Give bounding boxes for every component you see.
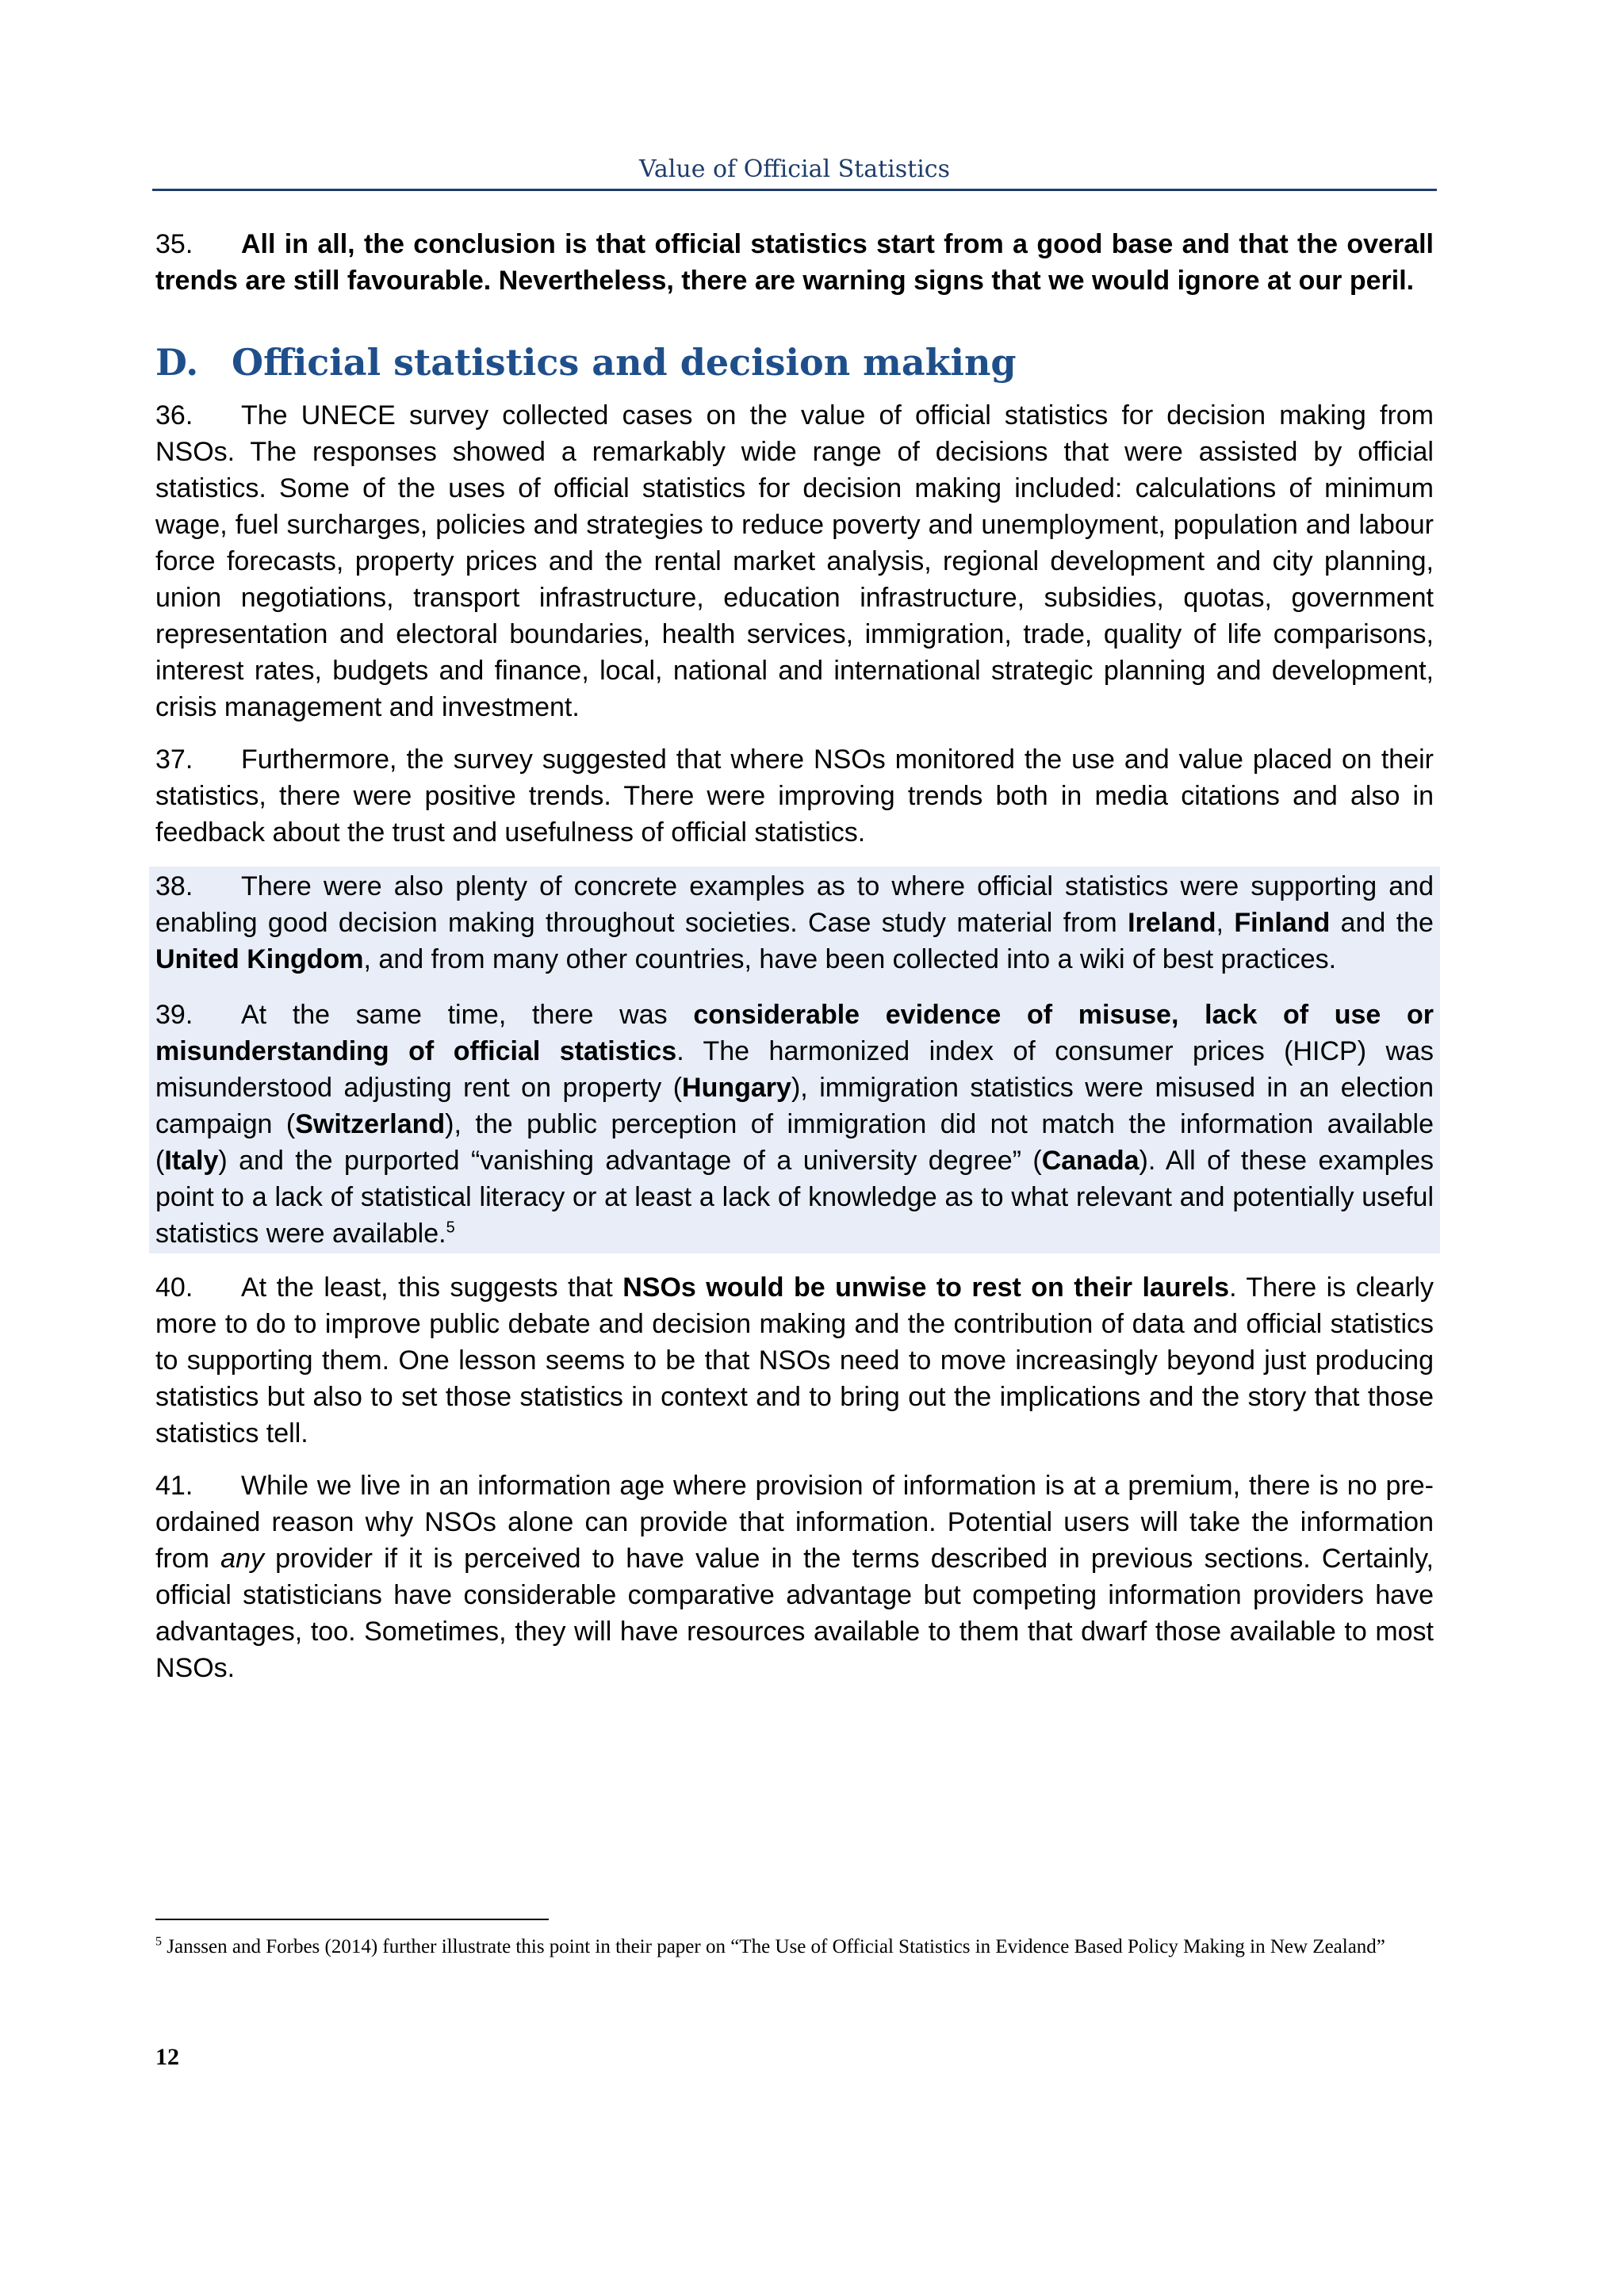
paragraph-bold-text: All in all, the conclusion is that official statistics start from a good base and that the overall trends are still favourable. Nevertheless, there are warning signs that we would ignore at our peril. <box>155 229 1434 296</box>
text-run: There were also plenty of concrete examples as to where official statistics were supporting and enabling good decision making throughout societies. Case study material from <box>155 871 1434 938</box>
paragraph-text: The UNECE survey collected cases on the value of official statistics for decision making from NSOs. The responses showed a remarkably wide range of decisions that were assisted by official statistics. Some of the uses of official statistics for decision making included: calculations of minimum wage, fuel surcharges, policies and strategies to reduce poverty and unemployment, population and labour force forecasts, property prices and the rental market analysis, regional development and city planning, union negotiations, transport infrastructure, education infrastructure, subsidies, quotas, government representation and electoral boundaries, health services, immigration, trade, quality of life comparisons, interest rates, budgets and finance, local, national and international strategic planning and development, crisis management and investment. <box>155 400 1434 722</box>
footnote-number: 5 <box>155 1934 162 1949</box>
footnote-reference[interactable]: 5 <box>446 1219 455 1237</box>
bold-phrase: considerable evidence of misuse, lack of use or misunderstanding of official statistics <box>155 1000 1434 1066</box>
header-rule <box>152 189 1437 191</box>
paragraph-number: 39. <box>155 1000 193 1030</box>
paragraph-40 <box>155 1269 1434 1452</box>
text-run: ) and the purported “vanishing advantage of a university degree” ( <box>218 1146 1042 1176</box>
paragraph-number: 41. <box>155 1471 193 1501</box>
text-run: At the same time, there was <box>241 1000 694 1030</box>
text-run: . The harmonized index of consumer prices (HICP) was misunderstood adjusting rent on property ( <box>155 1036 1434 1103</box>
country-italy: Italy <box>164 1146 219 1176</box>
italic-word: any <box>220 1544 264 1574</box>
paragraph-37 <box>155 741 1434 851</box>
country-finland: Finland <box>1234 908 1331 938</box>
bold-phrase: NSOs would be unwise to rest on their laurels <box>622 1272 1230 1303</box>
paragraph-number: 40. <box>155 1272 193 1303</box>
text-run: , <box>1216 908 1235 938</box>
text-run: . There is clearly more to do to improve public debate and decision making and the contribution of data and official statistics to supporting them. One lesson seems to be that NSOs need to move increasingly beyond just producing statistics but also to set those statistics in context and to bring out the implications and the story that those statistics tell. <box>155 1272 1434 1448</box>
body-text <box>155 226 1434 1702</box>
text-run: , and from many other countries, have been collected into a wiki of best practices. <box>363 944 1337 974</box>
footnote-rule <box>155 1919 549 1920</box>
text-run: At the least, this suggests that <box>241 1272 623 1303</box>
paragraph-39 <box>149 979 1440 1253</box>
paragraph-text: Furthermore, the survey suggested that where NSOs monitored the use and value placed on their statistics, there were positive trends. There were improving trends both in media citations and also in feedback about the trust and usefulness of official statistics. <box>155 744 1434 848</box>
footnote-text: Janssen and Forbes (2014) further illustrate this point in their paper on “The Use of Official Statistics in Evidence Based Policy Making in New Zealand” <box>162 1936 1385 1957</box>
country-ireland: Ireland <box>1128 908 1216 938</box>
paragraph-36 <box>155 397 1434 725</box>
country-hungary: Hungary <box>682 1073 791 1103</box>
paragraph-number: 35. <box>155 229 193 259</box>
running-header: Value of Official Statistics <box>638 155 950 183</box>
page-number: 12 <box>155 2044 179 2070</box>
section-letter: D. <box>155 341 199 384</box>
text-run: While we live in an information age where provision of information is at a premium, there is no pre-ordained reason why NSOs alone can provide that information. Potential users will take the information from <box>155 1471 1434 1574</box>
paragraph-38 <box>149 867 1440 979</box>
paragraph-number: 36. <box>155 400 193 430</box>
country-united-kingdom: United Kingdom <box>155 944 364 974</box>
paragraph-35 <box>155 226 1434 299</box>
text-run: ), immigration statistics were misused in an election campaign ( <box>155 1073 1434 1139</box>
text-run: and the <box>1330 908 1434 938</box>
paragraph-number: 37. <box>155 744 193 775</box>
text-run: ). All of these examples point to a lack of statistical literacy or at least a lack of knowledge as to what relevant and potentially useful statistics were available. <box>155 1146 1434 1249</box>
footnote <box>155 1934 1434 1960</box>
section-heading <box>155 339 1434 386</box>
text-run: provider if it is perceived to have value in the terms described in previous sections. Certainly, official statisticians have considerable comparative advantage but competing information providers have advantages, too. Sometimes, they will have resources available to them that dwarf those available to most NSOs. <box>155 1544 1434 1683</box>
country-switzerland: Switzerland <box>295 1109 446 1139</box>
section-title: Official statistics and decision making <box>232 341 1017 384</box>
text-run: ), the public perception of immigration did not match the information available ( <box>155 1109 1434 1176</box>
paragraph-number: 38. <box>155 871 193 901</box>
country-canada: Canada <box>1041 1146 1139 1176</box>
paragraph-41 <box>155 1468 1434 1686</box>
